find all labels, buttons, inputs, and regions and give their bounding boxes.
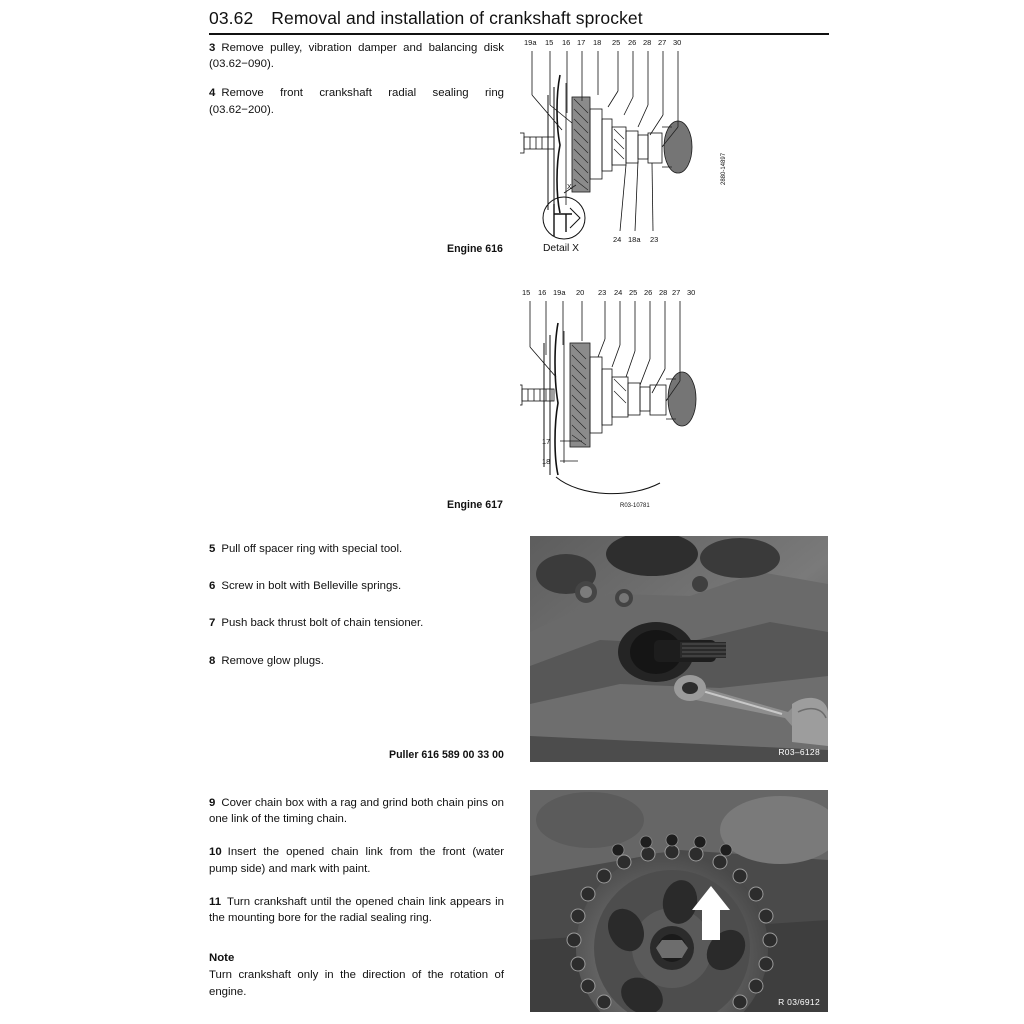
svg-text:16: 16 xyxy=(538,288,547,297)
svg-text:26: 26 xyxy=(644,288,653,297)
step-3-text: Remove pulley, vibration damper and balancing disk (03.62−090). xyxy=(209,42,504,71)
step-6-number: 6 xyxy=(209,580,216,593)
step-11-text: Turn crankshaft until the opened chain link appears in the mounting bore for the radial sealing ring. xyxy=(209,895,504,924)
step-11 xyxy=(209,894,504,926)
svg-text:R03-10781: R03-10781 xyxy=(620,503,650,509)
photo-sprocket-chain xyxy=(530,790,828,1012)
svg-text:19a: 19a xyxy=(553,288,566,297)
svg-text:25: 25 xyxy=(612,38,621,47)
svg-text:30: 30 xyxy=(687,288,696,297)
svg-text:15: 15 xyxy=(522,288,531,297)
step-4 xyxy=(209,85,504,117)
step-5-text: Pull off spacer ring with special tool. xyxy=(221,543,403,555)
step-3-number: 3 xyxy=(209,42,216,54)
steps-block-bottom xyxy=(209,795,504,1013)
steps-block-top xyxy=(209,40,504,131)
svg-text:23: 23 xyxy=(598,288,607,297)
step-10-text: Insert the opened chain link from the front (water pump side) and mark with paint. xyxy=(209,846,504,875)
step-10 xyxy=(209,844,504,876)
engine-616-caption: Engine 616 xyxy=(447,243,503,255)
step-6 xyxy=(209,578,504,594)
photo-puller-on-engine xyxy=(530,536,828,762)
step-7-text: Push back thrust bolt of chain tensioner. xyxy=(221,617,424,630)
svg-text:18a: 18a xyxy=(628,235,641,244)
step-5 xyxy=(209,541,504,557)
step-8 xyxy=(209,653,504,669)
svg-text:24: 24 xyxy=(613,235,622,244)
step-5-number: 5 xyxy=(209,543,216,555)
svg-text:20: 20 xyxy=(576,288,585,297)
photo-1-code: R03–6128 xyxy=(778,747,820,757)
svg-text:26: 26 xyxy=(628,38,637,47)
svg-text:28: 28 xyxy=(643,38,652,47)
svg-text:30: 30 xyxy=(673,38,682,47)
svg-text:19a: 19a xyxy=(524,38,537,47)
step-9 xyxy=(209,795,504,827)
svg-text:15: 15 xyxy=(545,38,554,47)
step-11-number: 11 xyxy=(209,895,222,908)
figure-engine-617 xyxy=(520,285,830,510)
svg-text:X: X xyxy=(567,184,572,191)
step-9-number: 9 xyxy=(209,797,216,809)
step-9-text: Cover chain box with a rag and grind both chain pins on one link of the timing chain. xyxy=(209,797,504,826)
detail-x-caption: Detail X xyxy=(543,243,580,254)
svg-text:16: 16 xyxy=(562,38,571,47)
svg-text:2880-14897: 2880-14897 xyxy=(721,152,727,185)
svg-text:18: 18 xyxy=(542,457,551,466)
photo-2-code: R 03/6912 xyxy=(778,997,820,1007)
step-8-text: Remove glow plugs. xyxy=(221,654,324,667)
step-4-text: Remove front crankshaft radial sealing ring (03.62−200). xyxy=(209,87,504,116)
svg-text:17: 17 xyxy=(577,38,586,47)
step-8-number: 8 xyxy=(209,654,216,667)
svg-text:23: 23 xyxy=(650,235,659,244)
step-4-number: 4 xyxy=(209,87,216,100)
note-text: Turn crankshaft only in the direction of the rotation of engine. xyxy=(209,969,504,998)
step-6-text: Screw in bolt with Belleville springs. xyxy=(221,580,402,593)
svg-text:18: 18 xyxy=(593,38,602,47)
figure-detail-x xyxy=(536,192,596,248)
step-7 xyxy=(209,615,504,631)
svg-text:27: 27 xyxy=(672,288,681,297)
svg-text:24: 24 xyxy=(614,288,623,297)
svg-text:27: 27 xyxy=(658,38,667,47)
svg-text:25: 25 xyxy=(629,288,638,297)
steps-block-mid xyxy=(209,541,504,682)
engine-617-caption: Engine 617 xyxy=(447,499,503,511)
step-3 xyxy=(209,40,504,72)
page-title: Removal and installation of crankshaft sprocket xyxy=(271,8,643,28)
svg-text:28: 28 xyxy=(659,288,668,297)
puller-caption: Puller 616 589 00 33 00 xyxy=(389,749,504,761)
step-7-number: 7 xyxy=(209,617,216,630)
step-10-number: 10 xyxy=(209,846,222,859)
svg-text:17: 17 xyxy=(542,437,551,446)
page-header xyxy=(209,8,829,29)
note-label: Note xyxy=(209,952,235,965)
section-number: 03.62 xyxy=(209,8,254,28)
